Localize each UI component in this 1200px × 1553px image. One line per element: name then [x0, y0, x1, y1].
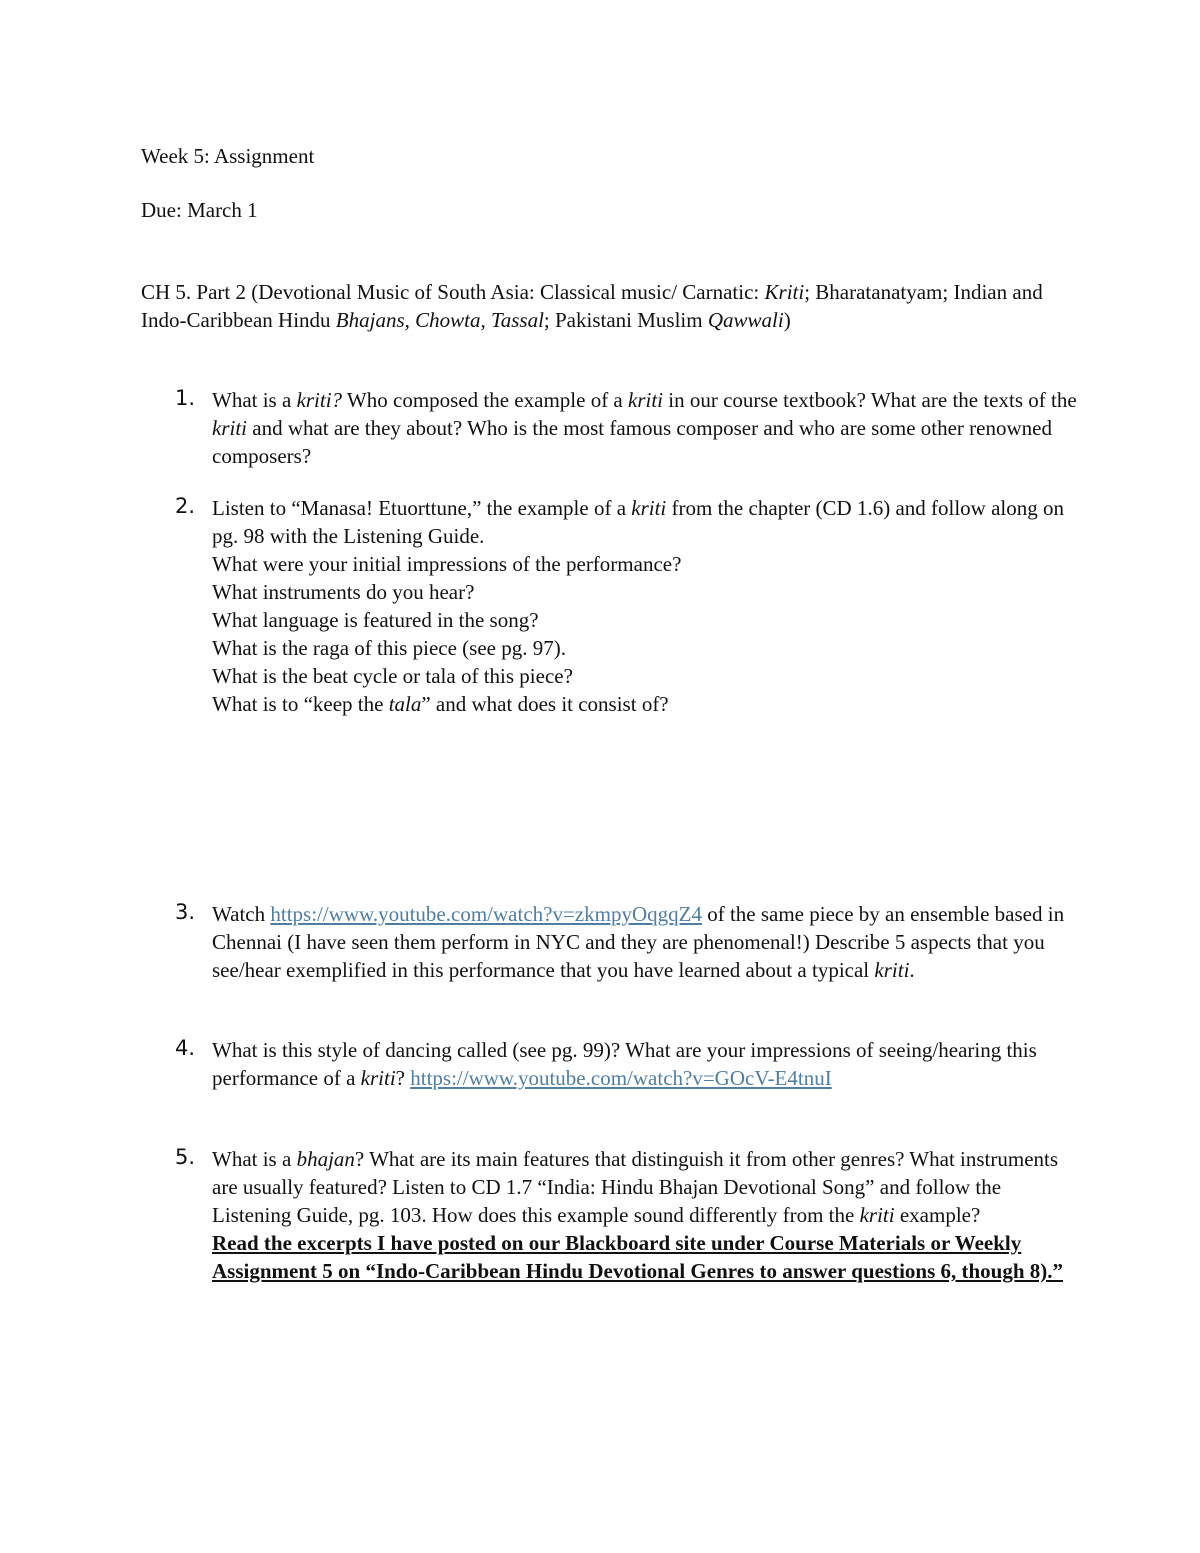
sub-question: What is the raga of this piece (see pg. 97).	[212, 636, 566, 660]
question-text: What is a bhajan? What are its main features that distinguish it from other genres? What instruments are usually featured? Listen to CD 1.7 “India: Hindu Bhajan Devotional Song” and follow the Listening Guide, pg. 103. How does this example sound differently from the kriti example? Read the excerpts I have posted on our Blackboard site under Course Materials or Weekly Assignment 5 on “Indo-Caribbean Hindu Devotional Genres to answer questions 6, though 8).”	[212, 1145, 1081, 1285]
question-number: 1.	[175, 386, 196, 410]
question-text: What is a kriti? Who composed the example of a kriti in our course textbook? What are the texts of the kriti and what are they about? Who is the most famous composer and who are some other renowned composers?	[212, 388, 1077, 468]
question-text: Listen to “Manasa! Etuorttune,” the example of a kriti from the chapter (CD 1.6) and follow along on pg. 98 with the Listening Guide. What were your initial impressions of the performance? What instruments do you hear? What language is featured in the song? What is the raga of this piece (see pg. 97). What is the beat cycle or tala of this piece? What is to “keep the tala” and what does it consist of?	[212, 494, 1081, 718]
question-number: 5.	[175, 1145, 196, 1169]
due-date: Due: March 1	[141, 198, 258, 222]
question-number: 3.	[175, 900, 196, 924]
question-number: 2.	[175, 494, 196, 518]
sub-question: What instruments do you hear?	[212, 580, 475, 604]
sub-question: What is to “keep the tala” and what does it consist of?	[212, 692, 669, 716]
question-number: 4.	[175, 1036, 196, 1060]
sub-question: What language is featured in the song?	[212, 608, 539, 632]
question-text: Watch https://www.youtube.com/watch?v=zkmpyOqgqZ4 of the same piece by an ensemble based in Chennai (I have seen them perform in NYC and they are phenomenal!) Describe 5 aspects that you see/hear exemplified in this performance that you have learned about a typical kriti.	[212, 902, 1065, 982]
sub-question: What were your initial impressions of the performance?	[212, 552, 682, 576]
question-5	[141, 1145, 1081, 1285]
question-text: What is this style of dancing called (see pg. 99)? What are your impressions of seeing/hearing this performance of a kriti? https://www.youtube.com/watch?v=GOcV-E4tnuI	[212, 1038, 1037, 1090]
youtube-link[interactable]: https://www.youtube.com/watch?v=zkmpyOqgqZ4	[270, 902, 702, 926]
assignment-title: Week 5: Assignment	[141, 144, 315, 168]
question-4	[141, 1036, 1081, 1092]
youtube-link[interactable]: https://www.youtube.com/watch?v=GOcV-E4tnuI	[410, 1066, 832, 1090]
question-3	[141, 900, 1081, 984]
chapter-heading: CH 5. Part 2 (Devotional Music of South Asia: Classical music/ Carnatic: Kriti; Bharatanatyam; Indian and Indo-Caribbean Hindu Bhajans, Chowta, Tassal; Pakistani Muslim Qawwali)	[141, 280, 1043, 332]
reading-instruction: Read the excerpts I have posted on our Blackboard site under Course Materials or Weekly Assignment 5 on “Indo-Caribbean Hindu Devotional Genres to answer questions 6, though 8).”	[212, 1231, 1064, 1283]
sub-question: What is the beat cycle or tala of this piece?	[212, 664, 573, 688]
question-1	[141, 386, 1081, 470]
question-2	[141, 494, 1081, 718]
